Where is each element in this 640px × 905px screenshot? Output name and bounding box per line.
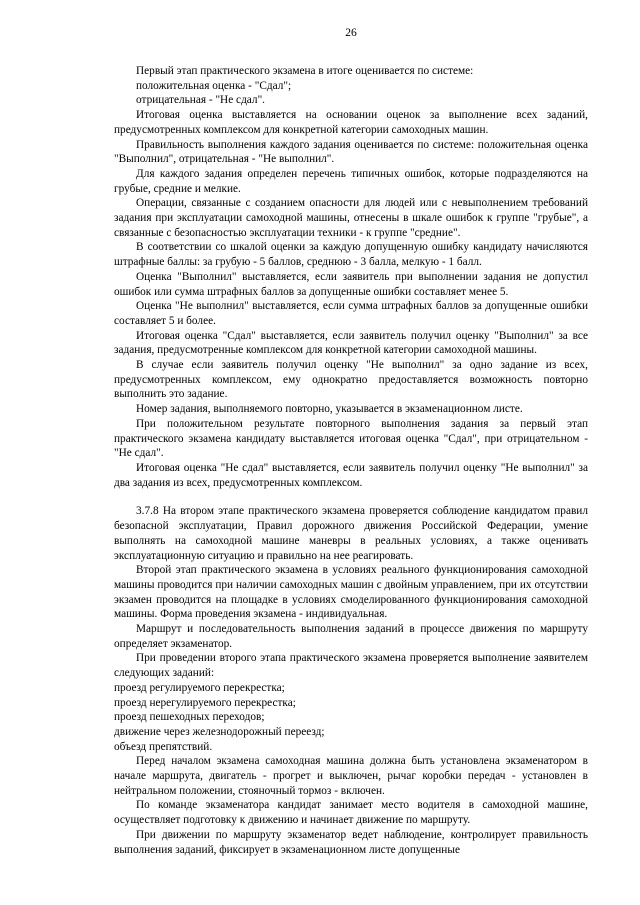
- paragraph-route: Маршрут и последовательность выполнения заданий в процессе движения по маршруту определяет экзаменатор.: [114, 623, 588, 650]
- paragraph-final-passed: Итоговая оценка "Сдал" выставляется, если заявитель получил оценку "Выполнил" за все задания, предусмотренные комплексом для конкретной категории самоходной машины.: [114, 329, 588, 357]
- paragraph-final-failed: Итоговая оценка "Не сдал" выставляется, если заявитель получил оценку "Не выполнил" за два задания из всех, предусмотренных комплексом.: [114, 461, 588, 489]
- list-item: проезд регулируемого перекрестка;: [114, 681, 285, 694]
- paragraph-error-types: Для каждого задания определен перечень типичных ошибок, которые подразделяются на грубые, средние и мелкие.: [114, 167, 588, 195]
- paragraph-error-groups: Операции, связанные с созданием опасности для людей или с невыполнением требований задания при эксплуатации самоходной машины, отнесены в шкале ошибок к группе "грубые", а связанные с безопасностью эксплуатации техники - к группе "средние".: [114, 197, 588, 239]
- list-item: проезд пешеходных переходов;: [114, 711, 265, 724]
- exam-stage1-intro: Первый этап практического экзамена в итоге оценивается по системе:: [136, 65, 474, 77]
- list-item: объезд препятствий.: [114, 740, 213, 753]
- paragraph-failed-task: Оценка "Не выполнил" выставляется, если сумма штрафных баллов за допущенные ошибки составляет 5 и более.: [114, 300, 588, 327]
- paragraph-stage2-conditions: Второй этап практического экзамена в условиях реального функционирования самоходной машины проводится при наличии самоходных машин с двойным управлением, при их отсутствии экзамен проводится на площадке в условиях смоделированного функционирования самоходной машины. Форма проведения экзамена - индивидуальная.: [114, 564, 588, 621]
- paragraph-retry: В случае если заявитель получил оценку "Не выполнил" за одно задание из всех, предусмотренных комплексом, ему однократно предоставляется возможность повторно выполнить это задание.: [114, 359, 588, 401]
- grade-negative: отрицательная - "Не сдал".: [136, 94, 265, 107]
- page-number: 26: [345, 27, 357, 39]
- paragraph-retry-result: При положительном результате повторного выполнения задания за первый этап практического экзамена кандидату выставляется итоговая оценка "Сдал", при отрицательном - "Не сдал".: [114, 417, 588, 460]
- grade-positive: положительная оценка - "Сдал";: [136, 79, 292, 92]
- paragraph-machine-setup: Перед началом экзамена самоходная машина должна быть установлена экзаменатором в начале маршрута, двигатель - прогрет и выключен, рычаг коробки передач - установлен в нейтральном положении, стояночный тормоз - включен.: [114, 755, 588, 797]
- paragraph-retry-number: Номер задания, выполняемого повторно, указывается в экзаменационном листе.: [136, 403, 523, 416]
- section-3-7-8: 3.7.8 На втором этапе практического экзамена проверяется соблюдение кандидатом правил безопасной эксплуатации, Правил дорожного движения Российской Федерации, умение выполнять на самоходной машине маневры в реальных условиях, а также оценивать эксплуатационную ситуацию и правильно на нее реагировать.: [114, 505, 588, 562]
- paragraph-final-grade: Итоговая оценка выставляется на основании оценок за выполнение всех заданий, предусмотренных комплексом для конкретной категории самоходных машин.: [114, 109, 588, 136]
- paragraph-tasks-intro: При проведении второго этапа практического экзамена проверяется выполнение заявителем следующих заданий:: [114, 652, 588, 680]
- document-body: [114, 64, 588, 857]
- list-item: движение через железнодорожный переезд;: [114, 725, 325, 738]
- paragraph-start-driving: По команде экзаменатора кандидат занимает место водителя в самоходной машине, осуществляет подготовку к движению и начинает движение по маршруту.: [114, 799, 588, 827]
- list-item: проезд нерегулируемого перекрестка;: [114, 696, 296, 709]
- paragraph-penalty-points: В соответствии со шкалой оценки за каждую допущенную ошибку кандидату начисляются штрафные баллы: за грубую - 5 баллов, среднюю - 3 балла, мелкую - 1 балл.: [114, 241, 588, 269]
- paragraph-examiner-observation: При движении по маршруту экзаменатор ведет наблюдение, контролирует правильность выполнения заданий, фиксирует в экзаменационном листе допущенные: [114, 828, 588, 856]
- paragraph-passed-task: Оценка "Выполнил" выставляется, если заявитель при выполнении задания не допустил ошибок или сумма штрафных баллов за допущенные ошибки составляет менее 5.: [114, 270, 588, 298]
- paragraph-task-grading: Правильность выполнения каждого задания оценивается по системе: положительная оценка "Выполнил", отрицательная - "Не выполнил".: [114, 138, 588, 166]
